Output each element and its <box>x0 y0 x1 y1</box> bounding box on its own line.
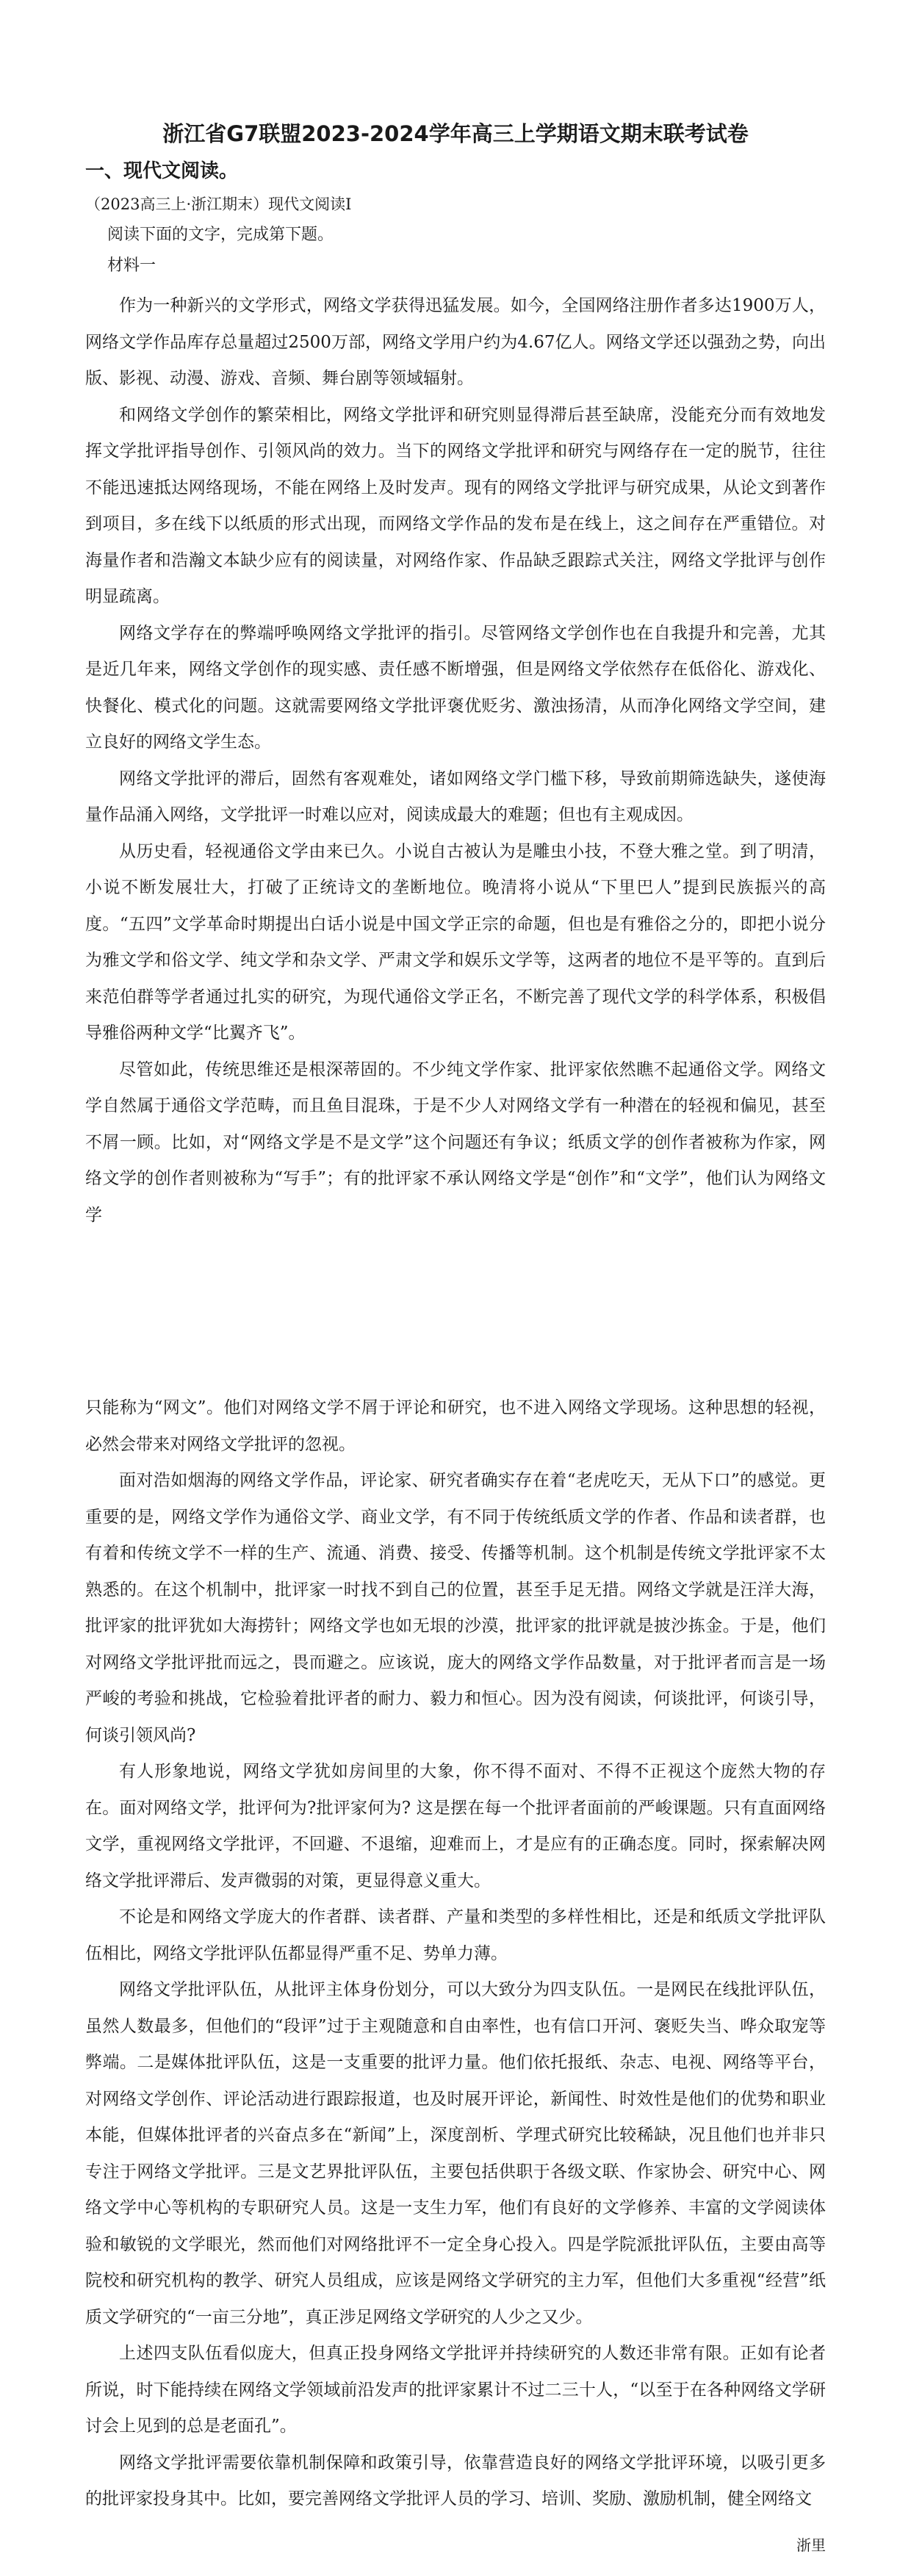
paragraph: 网络文学批评的滞后，固然有客观难处，诸如网络文学门槛下移，导致前期筛选缺失，遂使海量作品涌入网络，文学批评一时难以应对，阅读成最大的难题；但也有主观成因。 <box>85 769 826 824</box>
material-label: 材料一 <box>107 256 156 275</box>
paragraph-continuation: 只能称为“网文”。他们对网络文学不屑于评论和研究，也不进入网络文学现场。这种思想的轻视，必然会带来对网络文学批评的忽视。 <box>85 1398 826 1454</box>
paragraph: 有人形象地说，网络文学犹如房间里的大象，你不得不面对、不得不正视这个庞然大物的存在。面对网络文学，批评何为?批评家何为? 这是摆在每一个批评者面前的严峻课题。只有直面网络文学，重视网络文学批评，不回避、不退缩，迎难而上，才是应有的正确态度。同时，探索解决网络文学批评滞后、发声微弱的对策，更显得意义重大。 <box>85 1762 826 1890</box>
paragraph: 网络文学批评队伍，从批评主体身份划分，可以大致分为四支队伍。一是网民在线批评队伍，虽然人数最多，但他们的“段评”过于主观随意和自由率性，也有信口开河、褒贬失当、哗众取宠等弊端。二是媒体批评队伍，这是一支重要的批评力量。他们依托报纸、杂志、电视、网络等平台，对网络文学创作、评论活动进行跟踪报道，也及时展开评论，新闻性、时效性是他们的优势和职业本能，但媒体批评者的兴奋点多在“新闻”上，深度剖析、学理式研究比较稀缺，况且他们也并非只专注于网络文学批评。三是文艺界批评队伍，主要包括供职于各级文联、作家协会、研究中心、网络文学中心等机构的专职研究人员。这是一支生力军，他们有良好的文学修养、丰富的文学阅读体验和敏锐的文学眼光，然而他们对网络批评不一定全身心投入。四是学院派批评队伍，主要由高等院校和研究机构的教学、研究人员组成，应该是网络文学研究的主力军，但他们大多重视“经营”纸质文学研究的“一亩三分地”，真正涉足网络文学研究的人少之又少。 <box>85 1980 826 2327</box>
section-heading: 一、现代文阅读。 <box>85 160 239 182</box>
paragraph: 作为一种新兴的文学形式，网络文学获得迅猛发展。如今，全国网络注册作者多达1900万人，网络文学作品库存总量超过2500万部，网络文学用户约为4.67亿人。网络文学还以强劲之势，向出版、影视、动漫、游戏、音频、舞台剧等领域辐射。 <box>85 296 826 388</box>
article-part-2 <box>85 1390 826 2518</box>
paragraph: 不论是和网络文学庞大的作者群、读者群、产量和类型的多样性相比，还是和纸质文学批评队伍相比，网络文学批评队伍都显得严重不足、势单力薄。 <box>85 1907 826 1963</box>
paragraph: 上述四支队伍看似庞大，但真正投身网络文学批评并持续研究的人数还非常有限。正如有论者所说，时下能持续在网络文学领域前沿发声的批评家累计不过二三十人，“以至于在各种网络文学研讨会上见到的总是老面孔”。 <box>85 2344 826 2436</box>
exam-title: 浙江省G7联盟2023-2024学年高三上学期语文期末联考试卷 <box>162 121 749 146</box>
paragraph: 和网络文学创作的繁荣相比，网络文学批评和研究则显得滞后甚至缺席，没能充分而有效地发挥文学批评指导创作、引领风尚的效力。当下的网络文学批评和研究与网络存在一定的脱节，往往不能迅速抵达网络现场，不能在网络上及时发声。现有的网络文学批评与研究成果，从论文到著作到项目，多在线下以纸质的形式出现，而网络文学作品的发布是在线上，这之间存在严重错位。对海量作者和浩瀚文本缺少应有的阅读量，对网络作家、作品缺乏跟踪式关注，网络文学批评与创作明显疏离。 <box>85 405 826 606</box>
paragraph: 面对浩如烟海的网络文学作品，评论家、研究者确实存在着“老虎吃天，无从下口”的感觉。更重要的是，网络文学作为通俗文学、商业文学，有不同于传统纸质文学的作者、作品和读者群，也有着和传统文学不一样的生产、流通、消费、接受、传播等机制。这个机制是传统文学批评家不太熟悉的。在这个机制中，批评家一时找不到自己的位置，甚至手足无措。网络文学就是汪洋大海，批评家的批评犹如大海捞针；网络文学也如无垠的沙漠，批评家的批评就是披沙拣金。于是，他们对网络文学批评批而远之，畏而避之。应该说，庞大的网络文学作品数量，对于批评者而言是一场严峻的考验和挑战，它检验着批评者的耐力、毅力和恒心。因为没有阅读，何谈批评，何谈引导，何谈引领风尚? <box>85 1471 826 1745</box>
question-source: （2023高三上·浙江期末）现代文阅读I <box>85 195 352 213</box>
footer-label: 浙里 <box>796 2536 826 2554</box>
paragraph: 从历史看，轻视通俗文学由来已久。小说自古被认为是雕虫小技，不登大雅之堂。到了明清，小说不断发展壮大，打破了正统诗文的垄断地位。晚清将小说从“下里巴人”提到民族振兴的高度。“五四”文学革命时期提出白话小说是中国文学正宗的命题，但也是有雅俗之分的，即把小说分为雅文学和俗文学、纯文学和杂文学、严肃文学和娱乐文学等，这两者的地位不是平等的。直到后来范伯群等学者通过扎实的研究，为现代通俗文学正名，不断完善了现代文学的科学体系，积极倡导雅俗两种文学“比翼齐飞”。 <box>85 841 826 1043</box>
paragraph: 网络文学存在的弊端呼唤网络文学批评的指引。尽管网络文学创作也在自我提升和完善，尤其是近几年来，网络文学创作的现实感、责任感不断增强，但是网络文学依然存在低俗化、游戏化、快餐化、模式化的问题。这就需要网络文学批评褒优贬劣、激浊扬清，从而净化网络文学空间，建立良好的网络文学生态。 <box>85 623 826 752</box>
paragraph: 尽管如此，传统思维还是根深蒂固的。不少纯文学作家、批评家依然瞧不起通俗文学。网络文学自然属于通俗文学范畴，而且鱼目混珠，于是不少人对网络文学有一种潜在的轻视和偏见，甚至不屑一顾。比如，对“网络文学是不是文学”这个问题还有争议；纸质文学的创作者被称为作家，网络文学的创作者则被称为“写手”；有的批评家不承认网络文学是“创作”和“文学”，他们认为网络文学 <box>85 1059 826 1225</box>
reading-instruction: 阅读下面的文字，完成第下题。 <box>107 226 334 244</box>
paragraph: 网络文学批评需要依靠机制保障和政策引导，依靠营造良好的网络文学批评环境，以吸引更多的批评家投身其中。比如，要完善网络文学批评人员的学习、培训、奖励、激励机制，健全网络文 <box>85 2453 826 2508</box>
article-part-1 <box>85 288 826 1234</box>
